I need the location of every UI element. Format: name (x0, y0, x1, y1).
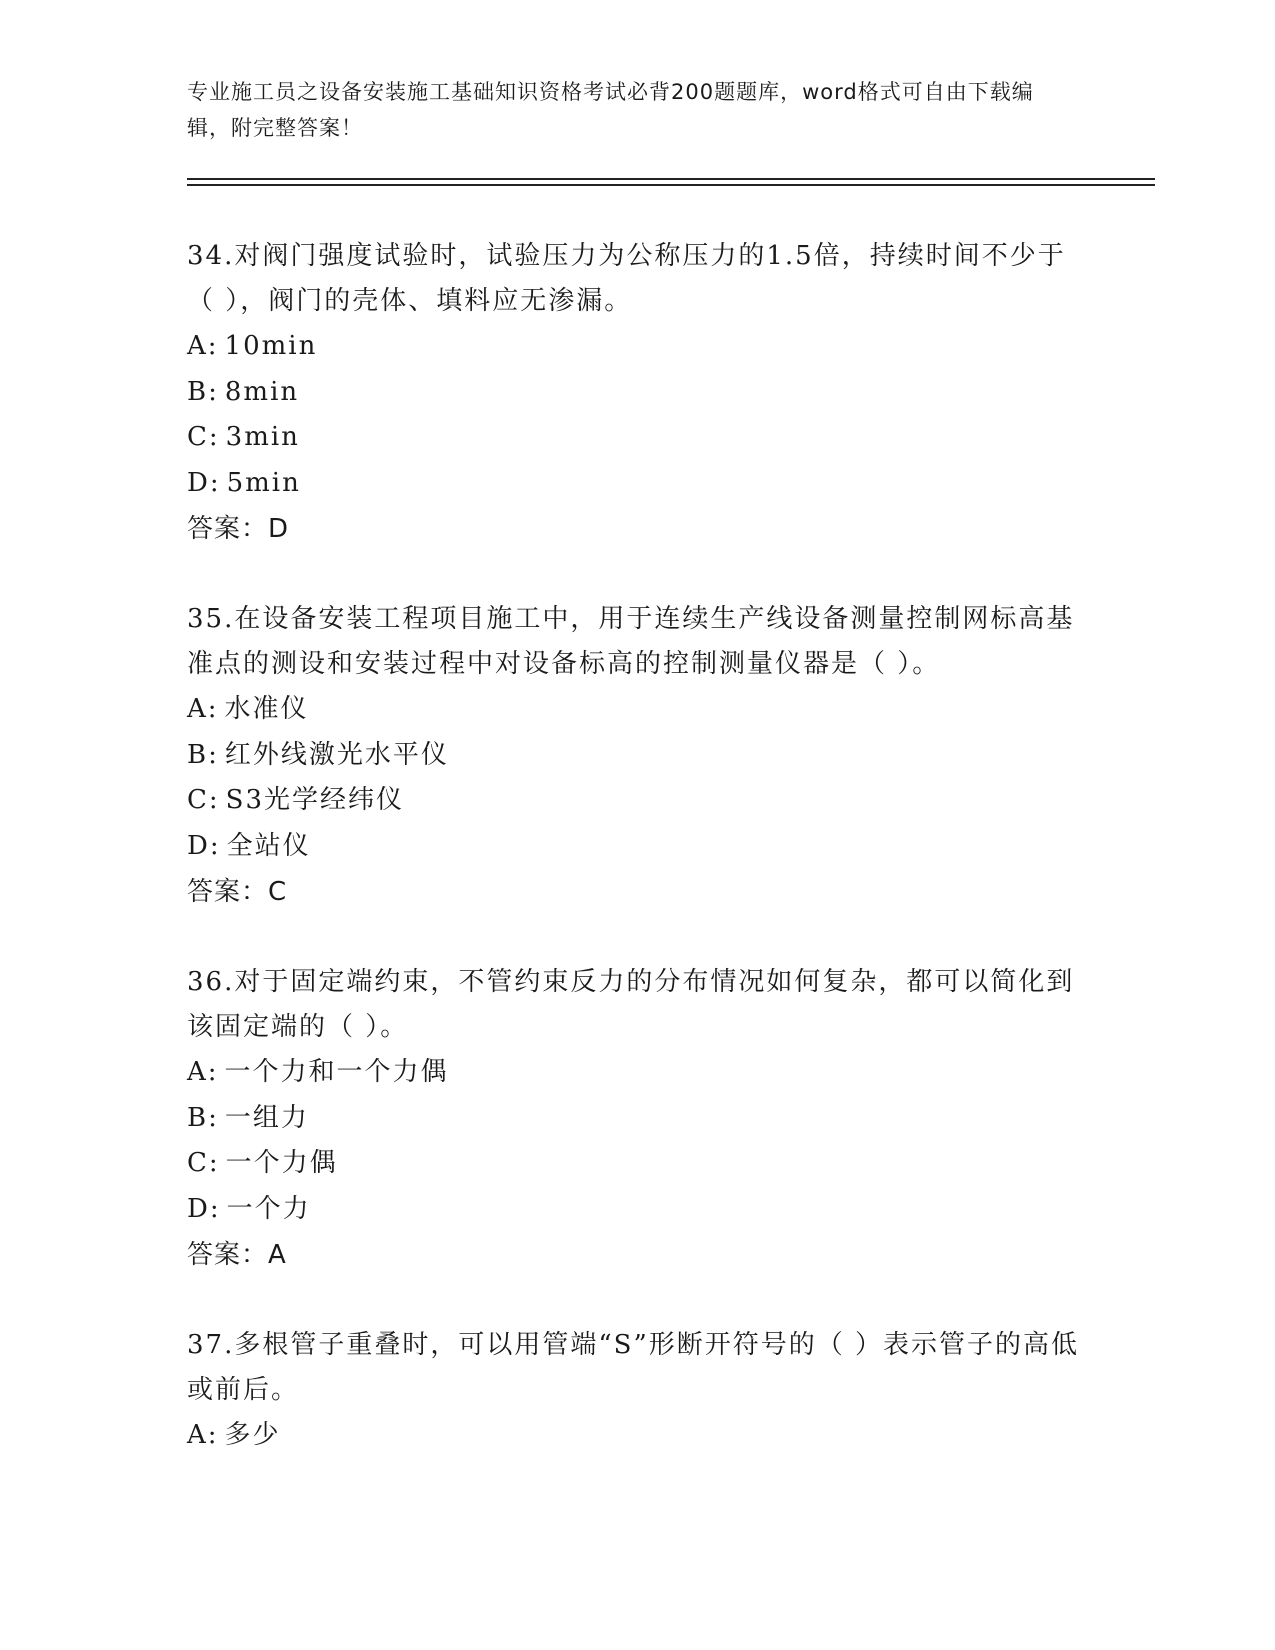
option-text: 一个力和一个力偶 (224, 1057, 449, 1087)
option-label: A: (187, 1057, 219, 1087)
option-label: A: (187, 331, 219, 361)
question-34 (187, 234, 1087, 552)
answer: 答案：A (187, 1240, 287, 1270)
option-label: B: (187, 739, 219, 770)
option-d (187, 1187, 1087, 1233)
question-35 (187, 597, 1087, 915)
header-divider-top (187, 178, 1155, 180)
option-label: C: (187, 422, 220, 452)
option-label: A: (187, 694, 219, 724)
option-b (187, 733, 1087, 779)
option-d (187, 461, 1087, 507)
option-a (187, 1050, 1087, 1096)
option-text: S3光学经纬仪 (225, 785, 405, 815)
option-d (187, 824, 1087, 870)
option-text: 一组力 (224, 1102, 309, 1133)
option-a (187, 1413, 1087, 1459)
option-b (187, 1096, 1087, 1142)
option-text: 红外线激光水平仪 (224, 739, 449, 770)
option-text: 5min (226, 467, 301, 498)
option-b (187, 370, 1087, 416)
option-label: D: (187, 1193, 221, 1224)
option-label: B: (187, 1102, 219, 1133)
answer: 答案：D (187, 514, 290, 544)
header-divider-bottom (187, 184, 1155, 186)
option-label: B: (187, 376, 219, 407)
option-text: 3min (225, 422, 300, 452)
option-text: 多少 (224, 1420, 281, 1450)
option-text: 一个力偶 (225, 1148, 338, 1178)
question-36 (187, 960, 1087, 1278)
question-stem: 37.多根管子重叠时，可以用管端“S”形断开符号的（ ）表示管子的高低或前后。 (187, 1330, 1080, 1405)
option-label: D: (187, 830, 221, 861)
option-text: 10min (224, 331, 318, 361)
option-text: 水准仪 (224, 694, 309, 724)
document-header: 专业施工员之设备安装施工基础知识资格考试必背200题题库，word格式可自由下载编辑，附完整答案！ (187, 80, 1034, 140)
option-text: 一个力 (226, 1193, 311, 1224)
option-c (187, 778, 1087, 824)
option-c (187, 415, 1087, 461)
question-stem: 36.对于固定端约束，不管约束反力的分布情况如何复杂，都可以简化到该固定端的（ ）。 (187, 967, 1075, 1042)
option-label: A: (187, 1420, 219, 1450)
option-label: C: (187, 1148, 220, 1178)
option-text: 8min (224, 376, 300, 407)
option-c (187, 1141, 1087, 1187)
answer: 答案：C (187, 877, 288, 907)
question-37 (187, 1323, 1087, 1459)
question-stem: 34.对阀门强度试验时，试验压力为公称压力的1.5倍，持续时间不少于（ ），阀门的壳体、填料应无渗漏。 (187, 241, 1066, 316)
option-label: D: (187, 467, 221, 498)
option-text: 全站仪 (226, 830, 311, 861)
option-label: C: (187, 785, 220, 815)
option-a (187, 324, 1087, 370)
question-stem: 35.在设备安装工程项目施工中，用于连续生产线设备测量控制网标高基准点的测设和安装过程中对设备标高的控制测量仪器是（ ）。 (187, 604, 1075, 679)
option-a (187, 687, 1087, 733)
